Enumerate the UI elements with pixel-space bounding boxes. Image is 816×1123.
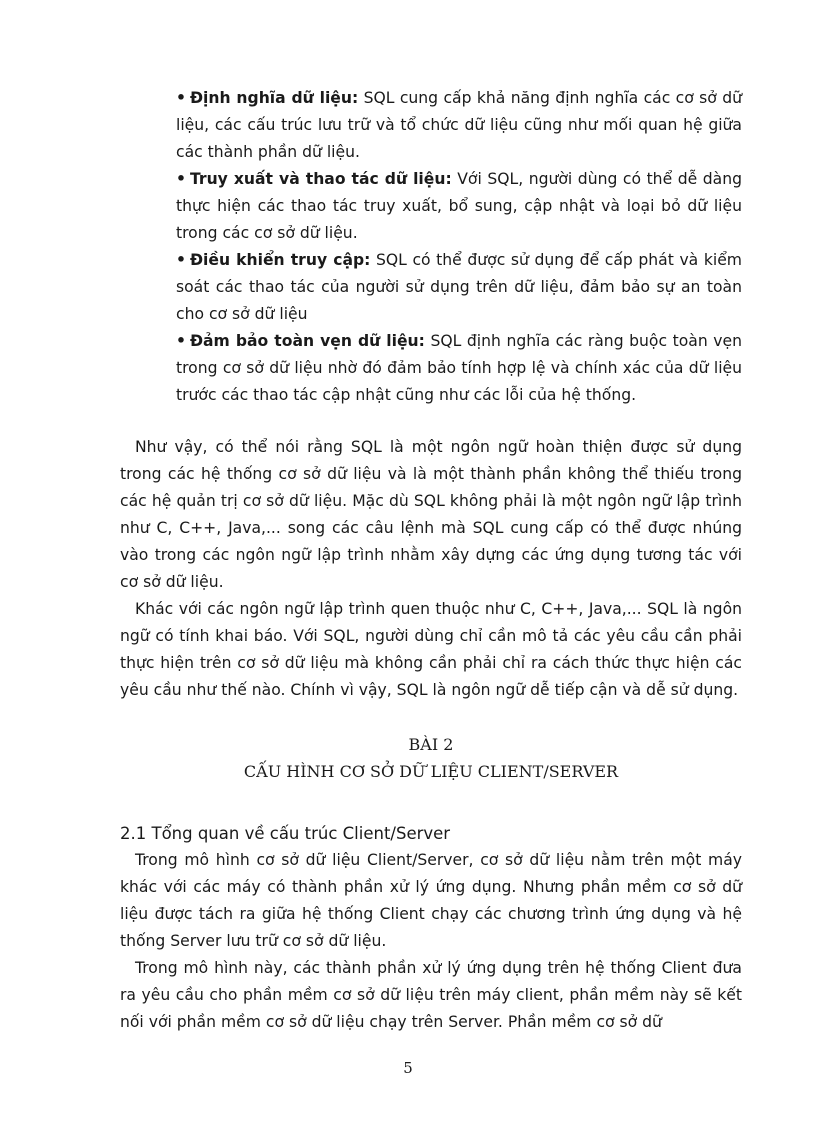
bullet-dot: •: [176, 170, 186, 188]
bullet-term: Điều khiển truy cập:: [189, 251, 371, 269]
bullet-item-access-control: [176, 247, 742, 328]
bullet-dot: •: [176, 332, 186, 350]
bullet-text: Với SQL, người dùng có thể dễ dàng thực hiện các thao tác truy xuất, bổ sung, cập nhật và loại bỏ dữ liệu trong các cơ sở dữ liệu.: [176, 170, 742, 242]
bullet-term: Định nghĩa dữ liệu:: [189, 89, 359, 107]
page-number: 5: [403, 1059, 413, 1077]
lesson-number: BÀI 2: [408, 735, 454, 754]
bullet-item-data-integrity: [176, 328, 742, 409]
bullet-dot: •: [176, 251, 186, 269]
bullet-item-data-definition: [176, 85, 742, 166]
bullet-term: Đảm bảo toàn vẹn dữ liệu:: [189, 332, 425, 350]
lesson-title: CẤU HÌNH CƠ SỞ DỮ LIỆU CLIENT/SERVER: [243, 762, 619, 781]
bullet-text: SQL có thể được sử dụng để cấp phát và kiểm soát các thao tác của người sử dụng trên dữ liệu, đảm bảo sự an toàn cho cơ sở dữ liệu: [176, 251, 742, 323]
bullet-item-data-manipulation: [176, 166, 742, 247]
section-heading: 2.1 Tổng quan về cấu trúc Client/Server: [120, 824, 451, 843]
paragraph-client-processing: Trong mô hình này, các thành phần xử lý ứng dụng trên hệ thống Client đưa ra yêu cầu cho phần mềm cơ sở dữ liệu trên máy client, phần mềm này sẽ kết nối với phần mềm cơ sở dữ liệu chạy trên Server. Phần mềm cơ sở dữ: [120, 959, 742, 1031]
bullet-text: SQL cung cấp khả năng định nghĩa các cơ sở dữ liệu, các cấu trúc lưu trữ và tổ chức dữ liệu cũng như mối quan hệ giữa các thành phần dữ liệu.: [176, 89, 742, 161]
bullet-text: SQL định nghĩa các ràng buộc toàn vẹn trong cơ sở dữ liệu nhờ đó đảm bảo tính hợp lệ và chính xác của dữ liệu trước các thao tác cập nhật cũng như các lỗi của hệ thống.: [176, 332, 742, 404]
paragraph-sql-summary: Như vậy, có thể nói rằng SQL là một ngôn ngữ hoàn thiện được sử dụng trong các hệ thống cơ sở dữ liệu và là một thành phần không thể thiếu trong các hệ quản trị cơ sở dữ liệu. Mặc dù SQL không phải là một ngôn ngữ lập trình như C, C++, Java,... song các câu lệnh mà SQL cung cấp có thể được nhúng vào trong các ngôn ngữ lập trình nhằm xây dựng các ứng dụng tương tác với cơ sở dữ liệu.: [120, 438, 742, 591]
bullet-term: Truy xuất và thao tác dữ liệu:: [189, 170, 452, 188]
bullet-dot: •: [176, 89, 186, 107]
feature-bullet-list: [176, 85, 742, 409]
paragraph-sql-declarative: Khác với các ngôn ngữ lập trình quen thuộc như C, C++, Java,... SQL là ngôn ngữ có tính khai báo. Với SQL, người dùng chỉ cần mô tả các yêu cầu cần phải thực hiện trên cơ sở dữ liệu mà không cần phải chỉ ra cách thức thực hiện các yêu cầu như thế nào. Chính vì vậy, SQL là ngôn ngữ dễ tiếp cận và dễ sử dụng.: [120, 600, 742, 699]
paragraph-client-server-model: Trong mô hình cơ sở dữ liệu Client/Server, cơ sở dữ liệu nằm trên một máy khác với các máy có thành phần xử lý ứng dụng. Nhưng phần mềm cơ sở dữ liệu được tách ra giữa hệ thống Client chạy các chương trình ứng dụng và hệ thống Server lưu trữ cơ sở dữ liệu.: [120, 851, 742, 950]
